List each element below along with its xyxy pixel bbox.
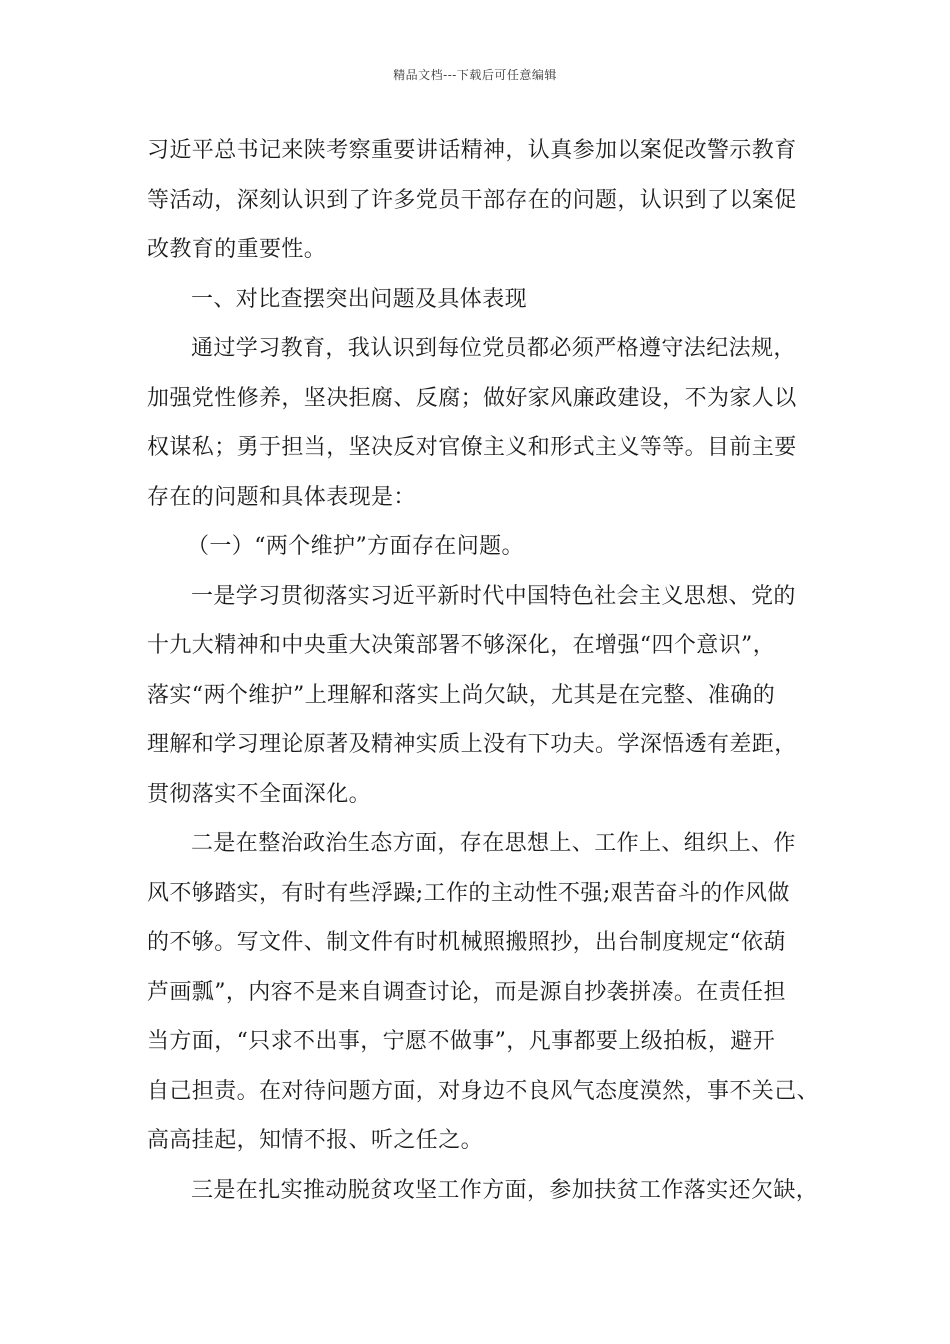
subsection-heading: （一）“两个维护”方面存在问题。 (187, 534, 524, 559)
section-heading: 一、对比查摆突出问题及具体表现 (191, 286, 528, 312)
text-line: 十九大精神和中央重大决策部署不够深化，在增强“四个意识”， (147, 633, 776, 658)
text-line: 落实“两个维护”上理解和落实上尚欠缺，尤其是在完整、准确的 (147, 682, 776, 708)
text-line: 高高挂起，知情不报、听之任之。 (147, 1128, 484, 1153)
text-line: 的不够。写文件、制文件有时机械照搬照抄，出台制度规定“依葫 (147, 930, 786, 955)
text-line: 存在的问题和具体表现是： (147, 484, 416, 510)
text-line: 加强党性修养，坚决拒腐、反腐；做好家风廉政建设，不为家人以 (147, 385, 797, 411)
text-line: 风不够踏实，有时有些浮躁;工作的主动性不强;艰苦奋斗的作风做 (147, 880, 790, 906)
text-line: 二是在整治政治生态方面，存在思想上、工作上、组织上、作 (191, 831, 796, 856)
text-line: 等活动，深刻认识到了许多党员干部存在的问题，认识到了以案促 (147, 187, 797, 213)
text-line: 自己担责。在对待问题方面，对身边不良风气态度漠然，事不关己、 (147, 1078, 820, 1104)
text-line: 通过学习教育，我认识到每位党员都必须严格遵守法纪法规， (191, 336, 796, 361)
text-line: 芦画瓢”，内容不是来自调查讨论，而是源自抄袭拼凑。在责任担 (147, 979, 786, 1005)
text-line: 贯彻落实不全面深化。 (147, 781, 372, 807)
text-line: 改教育的重要性。 (147, 237, 327, 262)
text-line: 一是学习贯彻落实习近平新时代中国特色社会主义思想、党的 (191, 583, 796, 609)
text-line: 当方面，“只求不出事，宁愿不做事”，凡事都要上级拍板，避开 (147, 1029, 776, 1054)
text-line: 三是在扎实推动脱贫攻坚工作方面，参加扶贫工作落实还欠缺， (191, 1177, 819, 1203)
page-header: 精品文档---下载后可任意编辑 (393, 68, 557, 82)
text-line: 权谋私；勇于担当，坚决反对官僚主义和形式主义等等。目前主要 (147, 435, 797, 460)
text-line: 理解和学习理论原著及精神实质上没有下功夫。学深悟透有差距， (147, 732, 797, 757)
text-line: 习近平总书记来陕考察重要讲话精神，认真参加以案促改警示教育 (147, 138, 797, 163)
document-body (147, 126, 827, 1215)
